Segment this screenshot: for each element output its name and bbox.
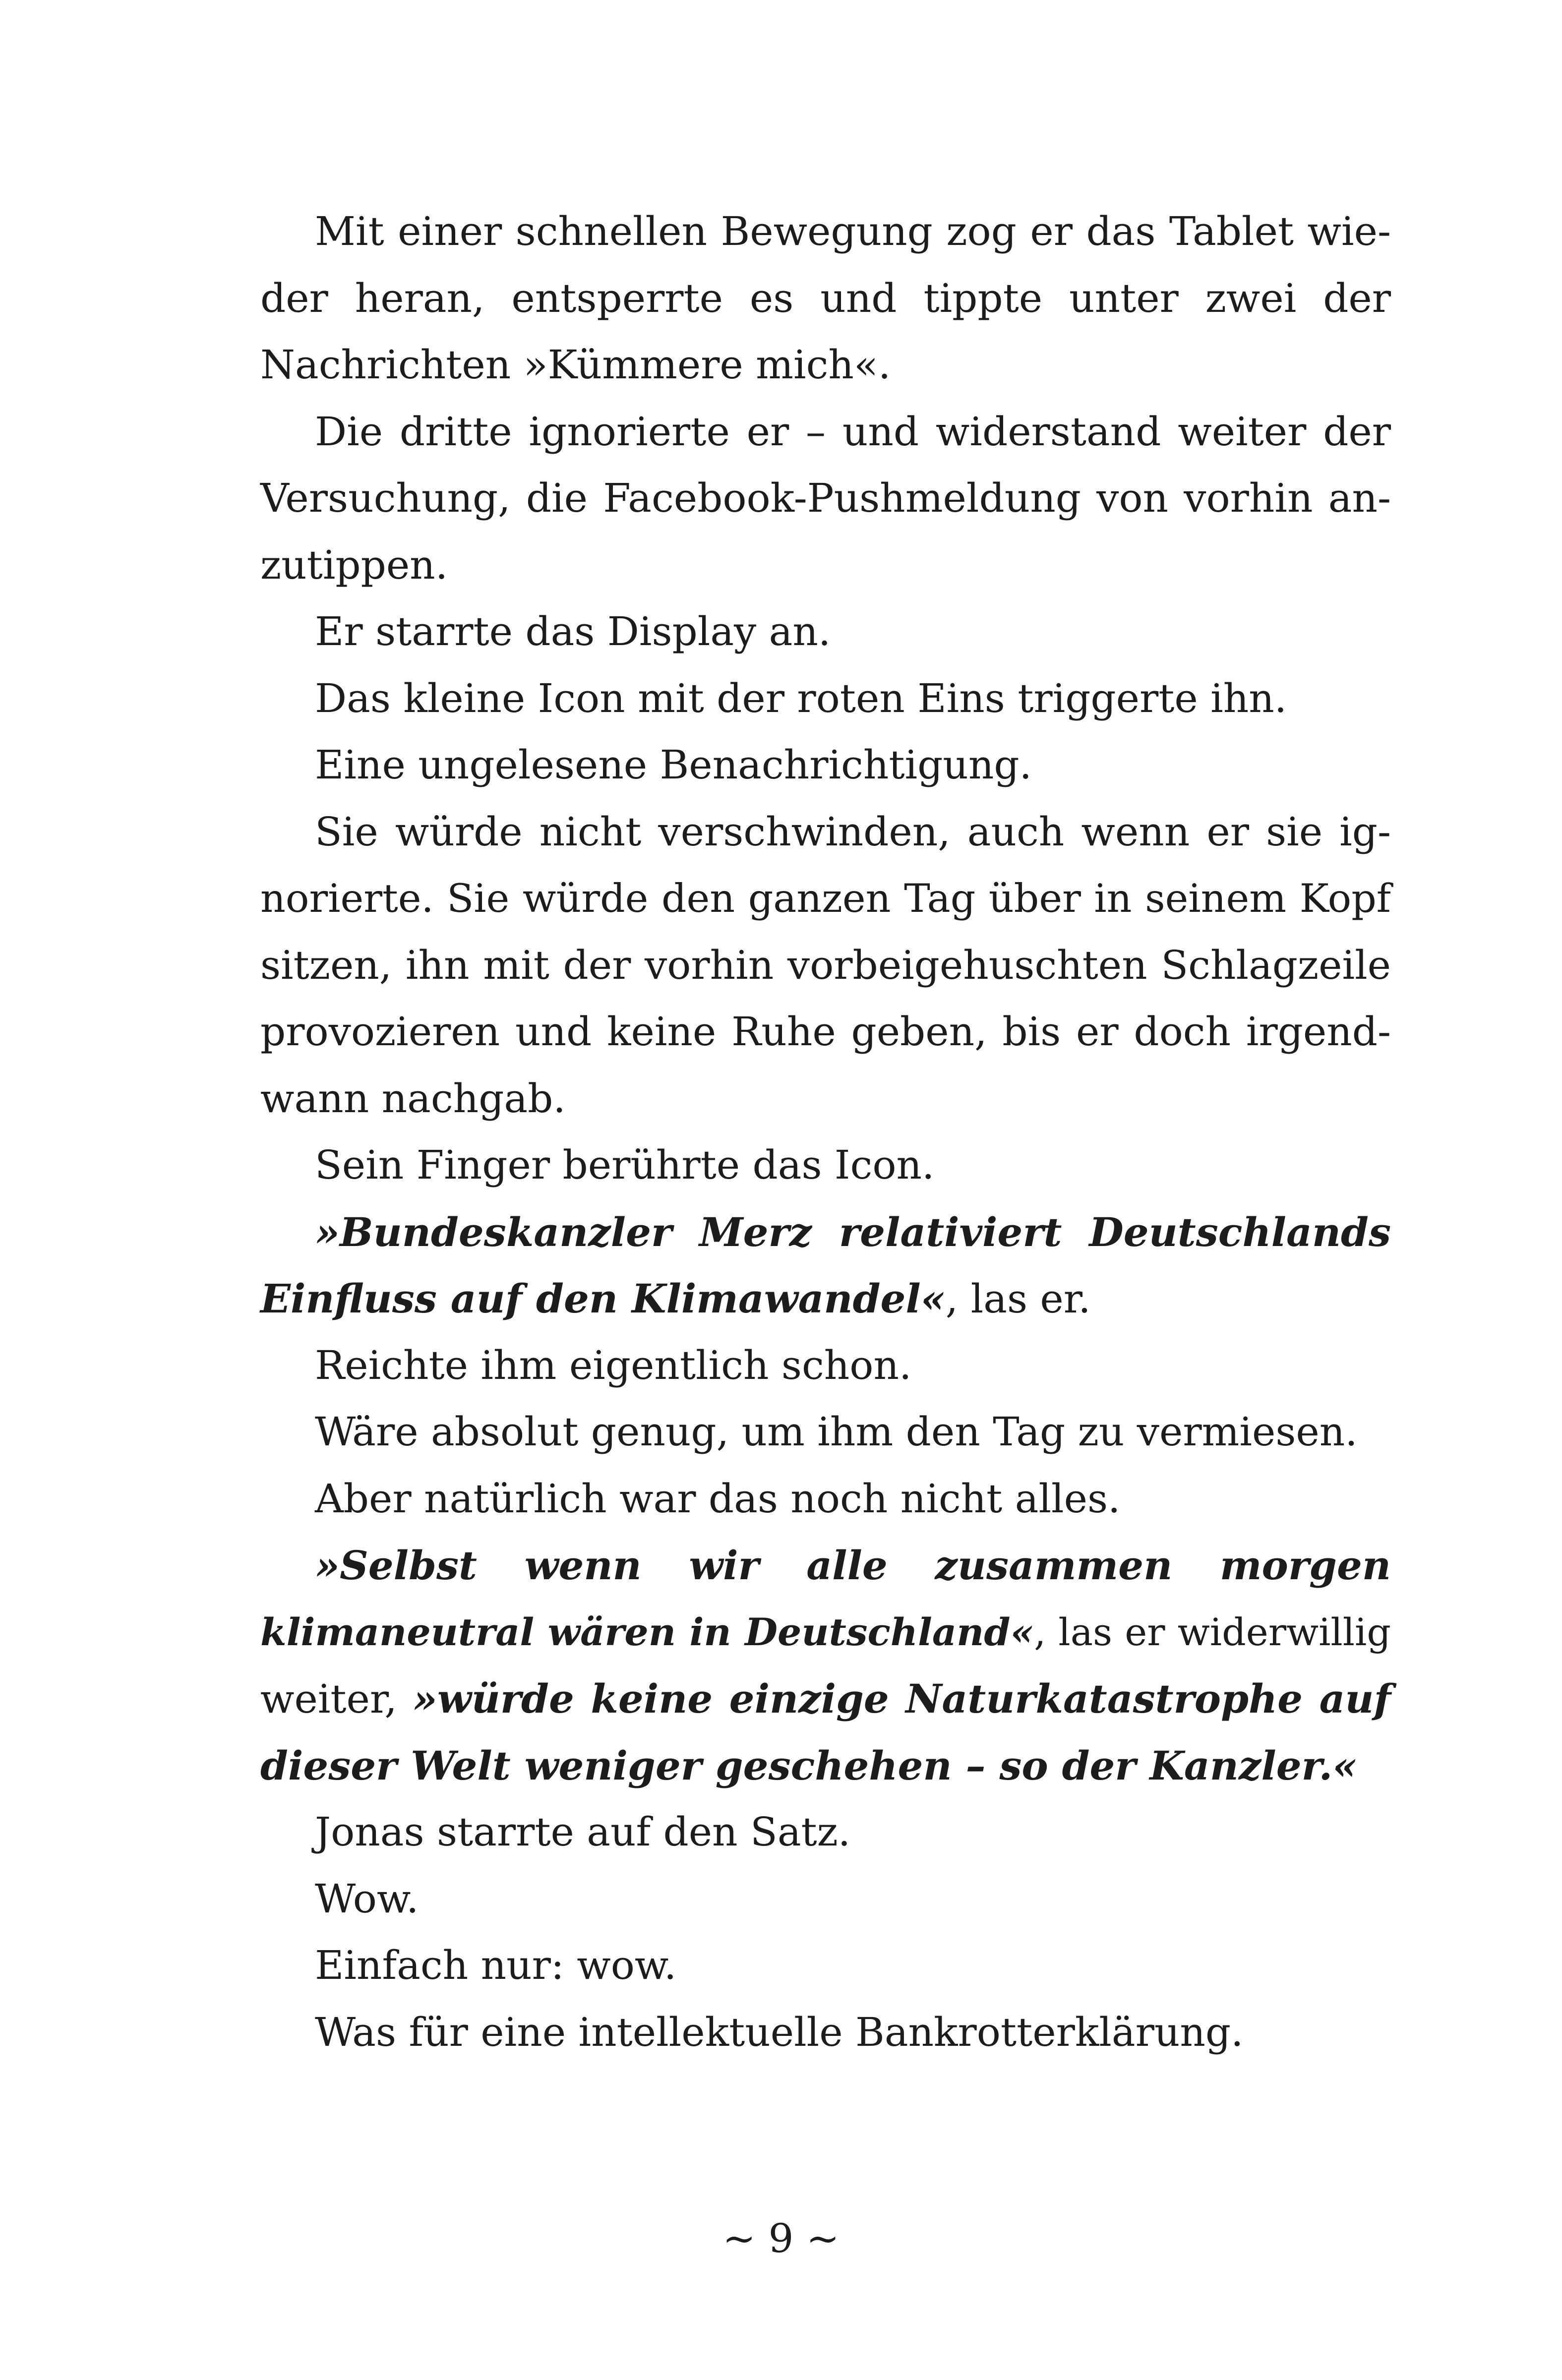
page-number: ~ 9 ~	[722, 2215, 840, 2261]
text-line: Mit einer schnellen Bewegung zog er das Tablet wie-	[315, 208, 1391, 254]
text-line: Sein Finger berührte das Icon.	[315, 1142, 935, 1188]
text-line: Was für eine intellektuelle Bankrotterklärung.	[315, 2009, 1244, 2055]
text-line: Er starrte das Display an.	[315, 608, 831, 654]
headline-quote-line: Einfluss auf den Klimawandel«, las er.	[260, 1275, 1091, 1322]
text-line: Wow.	[315, 1875, 419, 1922]
text-line: Die dritte ignorierte er – und widerstand weiter der	[315, 408, 1391, 455]
text-line: zutippen.	[260, 541, 448, 588]
text-line: Sie würde nicht verschwinden, auch wenn er sie ig-	[315, 808, 1391, 855]
text-line: norierte. Sie würde den ganzen Tag über in seinem Kopf	[260, 876, 1391, 921]
quote-line: klimaneutral wären in Deutschland«, las er widerwillig	[260, 1609, 1391, 1654]
text-line: wann nachgab.	[260, 1075, 566, 1122]
text-line: der heran, entsperrte es und tippte unter zwei der	[260, 275, 1391, 321]
text-line: Einfach nur: wow.	[315, 1942, 677, 1988]
text-line: Wäre absolut genug, um ihm den Tag zu vermiesen.	[315, 1409, 1358, 1455]
headline-quote-line: »Bundeskanzler Merz relativiert Deutschlands	[315, 1208, 1391, 1255]
text-line: Das kleine Icon mit der roten Eins triggerte ihn.	[315, 675, 1287, 721]
text-line: Aber natürlich war das noch nicht alles.	[315, 1475, 1121, 1522]
text-line: Eine ungelesene Benachrichtigung.	[315, 742, 1032, 788]
quote-line: dieser Welt weniger geschehen – so der Kanzler.«	[260, 1742, 1358, 1789]
text-line: Reichte ihm eigentlich schon.	[315, 1342, 912, 1388]
quote-line: weiter, »würde keine einzige Naturkatastrophe auf	[260, 1675, 1391, 1722]
text-line: provozieren und keine Ruhe geben, bis er doch irgend-	[260, 1009, 1391, 1055]
text-line: Versuchung, die Facebook-Pushmeldung von vorhin an-	[260, 475, 1391, 521]
text-line: Jonas starrte auf den Satz.	[315, 1809, 851, 1855]
text-line: sitzen, ihn mit der vorhin vorbeigehuschten Schlagzeile	[260, 942, 1391, 988]
text-line: Nachrichten »Kümmere mich«.	[260, 342, 891, 388]
quote-line: »Selbst wenn wir alle zusammen morgen	[315, 1542, 1391, 1589]
body-text	[260, 198, 1391, 2066]
